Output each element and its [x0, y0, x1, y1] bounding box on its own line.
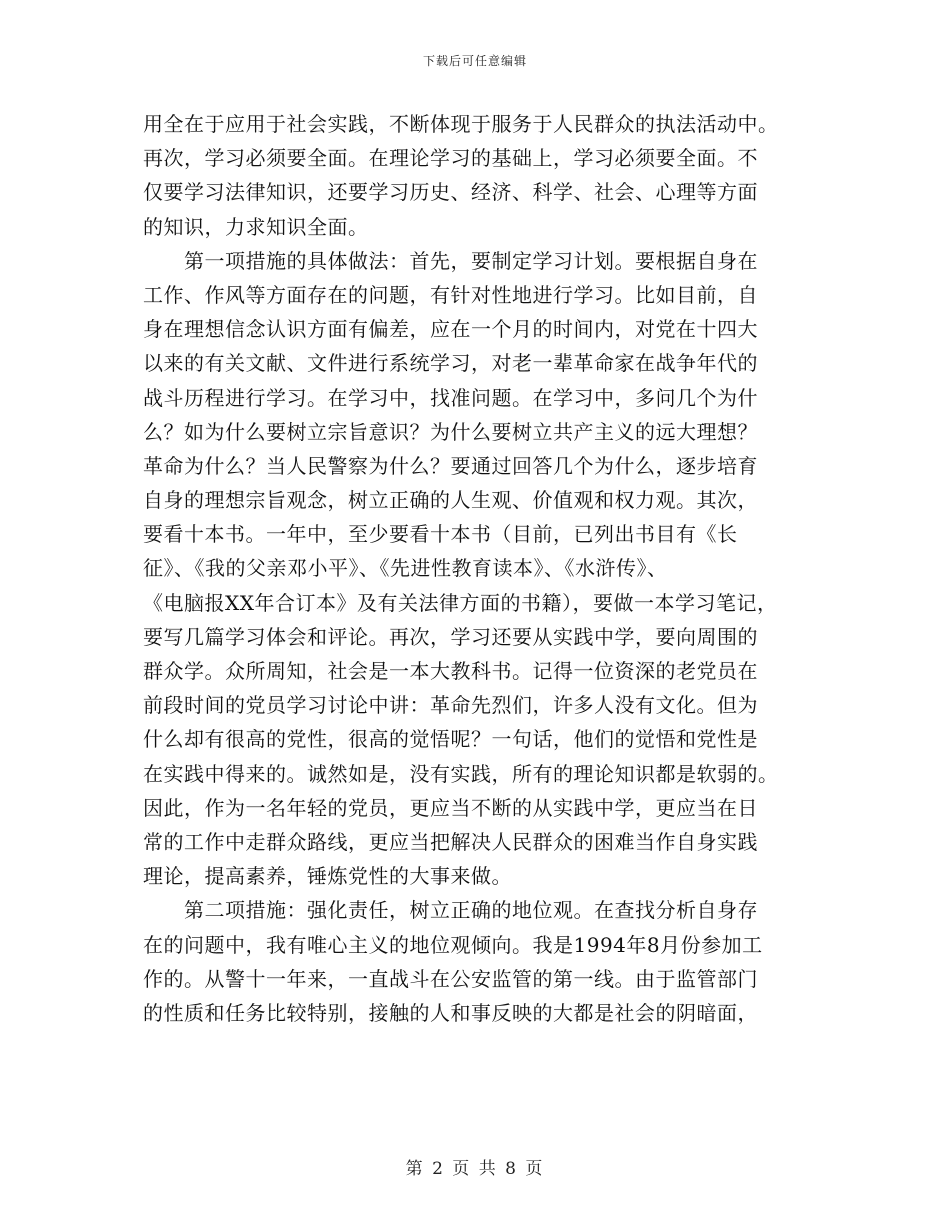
paragraph-line: 再次，学习必须要全面。在理论学习的基础上，学习必须要全面。不 — [143, 146, 758, 171]
paragraph-line: 用全在于应用于社会实践，不断体现于服务于人民群众的执法活动中。 — [143, 112, 779, 136]
paragraph-line: 以来的有关文献、文件进行系统学习，对老一辈革命家在战争年代的 — [143, 351, 758, 376]
paragraph-line: 自身的理想宗旨观念，树立正确的人生观、价值观和权力观。其次， — [143, 488, 758, 513]
paragraph-line: 在的问题中，我有唯心主义的地位观倾向。我是1994年8月份参加工 — [143, 932, 763, 957]
paragraph-line: 在实践中得来的。诚然如是，没有实践，所有的理论知识都是软弱的。 — [143, 761, 779, 786]
paragraph-line: 革命为什么？当人民警察为什么？要通过回答几个为什么，逐步培育 — [143, 453, 758, 478]
paragraph-line: 的知识，力求知识全面。 — [143, 214, 369, 239]
paragraph-line: 征》、《我的父亲邓小平》、《先进性教育读本》、《水浒传》、 — [143, 556, 668, 581]
page-header: 下载后可任意编辑 — [422, 54, 527, 68]
paragraph-line: 《电脑报XX年合订本》及有关法律方面的书籍），要做一本学习笔记， — [143, 590, 778, 615]
paragraph-line: 第二项措施：强化责任，树立正确的地位观。在查找分析自身存 — [143, 898, 758, 923]
page-number-footer: 第 2 页 共 8 页 — [405, 1159, 545, 1179]
paragraph-line: 么？如为什么要树立宗旨意识？为什么要树立共产主义的远大理想？ — [143, 419, 758, 444]
paragraph-line: 理论，提高素养，锤炼党性的大事来做。 — [143, 864, 512, 889]
paragraph-line: 战斗历程进行学习。在学习中，找准问题。在学习中，多问几个为什 — [143, 385, 758, 410]
paragraph-line: 群众学。众所周知，社会是一本大教科书。记得一位资深的老党员在 — [143, 659, 758, 683]
paragraph-line: 的性质和任务比较特别，接触的人和事反映的大都是社会的阴暗面， — [143, 1000, 758, 1025]
paragraph-line: 身在理想信念认识方面有偏差，应在一个月的时间内，对党在十四大 — [143, 317, 758, 342]
paragraph-line: 第一项措施的具体做法：首先，要制定学习计划。要根据自身在 — [143, 248, 758, 273]
paragraph-line: 作的。从警十一年来，一直战斗在公安监管的第一线。由于监管部门 — [143, 966, 758, 991]
paragraph-line: 要看十本书。一年中，至少要看十本书（目前，已列出书目有《长 — [143, 522, 738, 547]
paragraph-line: 工作、作风等方面存在的问题，有针对性地进行学习。比如目前，自 — [143, 282, 758, 307]
paragraph-line: 仅要学习法律知识，还要学习历史、经济、科学、社会、心理等方面 — [143, 180, 758, 205]
paragraph-line: 什么却有很高的党性，很高的觉悟呢？一句话，他们的觉悟和党性是 — [143, 727, 758, 752]
paragraph-line: 因此，作为一名年轻的党员，更应当不断的从实践中学，更应当在日 — [143, 795, 758, 820]
paragraph-line: 前段时间的党员学习讨论中讲：革命先烈们，许多人没有文化。但为 — [143, 693, 758, 718]
paragraph-line: 常的工作中走群众路线，更应当把解决人民群众的困难当作自身实践 — [143, 829, 758, 854]
paragraph-line: 要写几篇学习体会和评论。再次，学习还要从实践中学，要向周围的 — [143, 624, 758, 649]
document-body — [143, 107, 811, 1030]
